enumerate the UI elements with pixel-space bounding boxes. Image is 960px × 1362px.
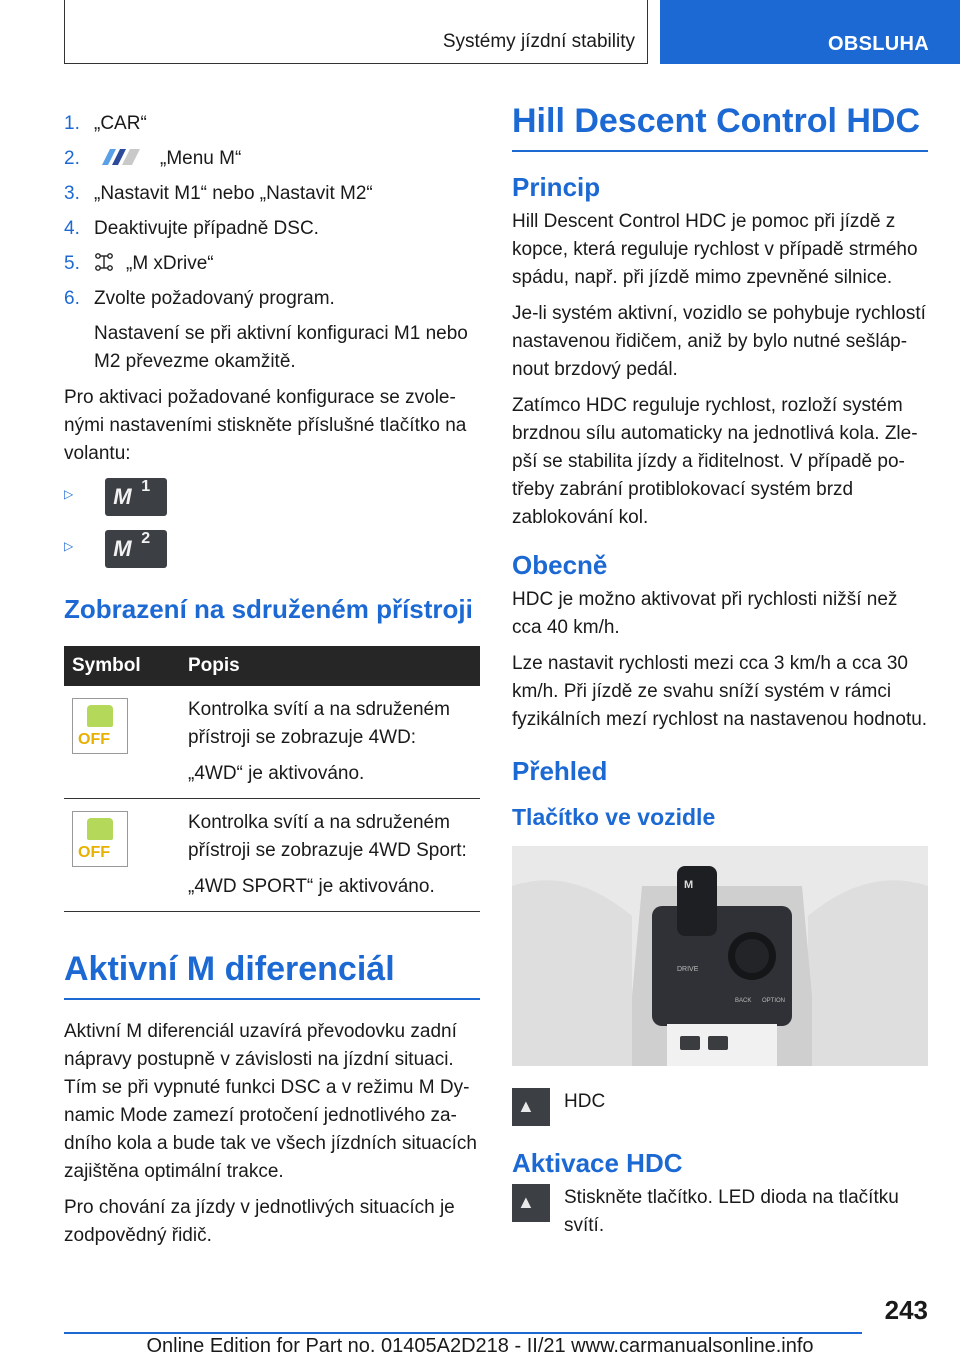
description-text: „4WD SPORT“ je aktivováno. — [188, 876, 435, 897]
step-text: „CAR“ — [94, 113, 147, 134]
step-item — [64, 110, 480, 138]
hdc-icon: ▲ — [512, 1088, 550, 1126]
4wd-indicator-icon — [72, 698, 128, 754]
step-item — [64, 250, 480, 278]
description-text: Kontrolka svítí a na sdruženém přístroji se zobrazuje 4WD: — [188, 699, 450, 748]
step-item — [64, 180, 480, 208]
back-label: BACK — [735, 998, 752, 1004]
step-item — [64, 145, 480, 173]
activation-text: Pro aktivaci požadované konfigurace se zvolenými nastaveními stiskněte příslušné tlačítko na volantu: — [64, 387, 467, 464]
princip-heading: Princip — [512, 172, 601, 202]
page-number: 243 — [884, 1295, 928, 1325]
m-letter: M — [113, 536, 132, 561]
step-text: Zvolte požadovaný program. — [94, 288, 335, 309]
triangle-bullet-icon: ▷ — [64, 487, 74, 501]
button-heading: Tlačítko ve vozidle — [512, 804, 716, 830]
diff-paragraph: Aktivní M diferenciál uzavírá převodovku zadní nápravy postupně v závislosti na jízdní situaci. Tím se při vypnuté funkci DSC a v režimu M Dynamic Mode zamezí protočení jednotlivého zadního kola a bude tak ve všech jízdních situacích zajištěna optimální trakce. — [64, 1021, 477, 1182]
cluster-heading: Zobrazení na sdruženém přístroji — [64, 594, 473, 624]
center-console-photo — [512, 846, 928, 1066]
drive-icon — [94, 252, 114, 272]
m-number: 2 — [141, 530, 151, 547]
drive-label: DRIVE — [677, 966, 699, 973]
description-cell — [180, 686, 480, 799]
aktivace-heading: Aktivace HDC — [512, 1148, 683, 1178]
triangle-bullet-icon: ▷ — [64, 539, 74, 553]
watermark-text: Online Edition for Part no. 01405A2D218 - II/21 www.carmanualsonline.info — [146, 1335, 814, 1357]
obecne-paragraph: Lze nastavit rychlosti mezi cca 3 km/h a cca 30 km/h. Při jízdě ze svahu sníží systém v rámci fyzikálních mezí rychlost na nastavenou hodnotu. — [512, 653, 928, 730]
diff-paragraph: Pro chování za jízdy v jednotlivých situacích je zodpovědný řidič. — [64, 1197, 455, 1246]
gear-selector-label: M — [684, 879, 694, 891]
diff-heading: Aktivní M diferenciál — [64, 948, 480, 1000]
console-illustration — [512, 846, 928, 1066]
step-text-wrap — [94, 145, 480, 173]
step-number: 5. — [64, 253, 80, 274]
steering-button-row — [64, 478, 480, 516]
hdc-heading: Hill Descent Control HDC — [512, 100, 928, 152]
chapter-tab: OBSLUHA — [660, 0, 960, 64]
description-cell — [180, 799, 480, 912]
table-header: Symbol — [64, 646, 180, 686]
4wd-sport-indicator-icon — [72, 811, 128, 867]
description-text: „4WD“ je aktivováno. — [188, 763, 365, 784]
symbol-table — [64, 646, 480, 912]
symbol-cell — [64, 686, 180, 799]
princip-paragraph: Zatímco HDC reguluje rychlost, rozloží systém brzdnou sílu automaticky na jednotlivá kola. Zlepší se stabilita jízdy a řiditelnost. V případě potřeby zabrání protiblokovací systém brzd zablokování kol. — [512, 395, 918, 528]
m2-button-icon — [105, 530, 167, 568]
m1-button-icon — [105, 478, 167, 516]
aktivace-text: Stiskněte tlačítko. LED dioda na tlačítku svítí. — [564, 1187, 899, 1236]
princip-paragraph: Je-li systém aktivní, vozidlo se pohybuje rychlostí nastavenou řidičem, aniž by bylo nutné sešlápnout brzdový pedál. — [512, 303, 926, 380]
obecne-heading: Obecně — [512, 550, 608, 580]
off-label: OFF — [78, 731, 110, 748]
right-column — [512, 100, 928, 1240]
step-number: 6. — [64, 288, 80, 309]
section-title: Systémy jízdní stability — [442, 31, 635, 52]
steering-button-row — [64, 530, 480, 568]
table-row — [64, 686, 480, 799]
m-stripes-icon — [94, 147, 144, 167]
prehled-heading: Přehled — [512, 756, 608, 786]
m-letter: M — [113, 484, 132, 509]
description-text: Kontrolka svítí a na sdruženém přístroji se zobrazuje 4WD Sport: — [188, 812, 467, 861]
princip-paragraph: Hill Descent Control HDC je pomoc při jízdě z kopce, která reguluje rychlost v případě strmého spádu, např. při jízdě mimo zpevněné silnice. — [512, 211, 918, 288]
hdc-icon: ▲ — [512, 1184, 550, 1222]
step-number: 2. — [64, 148, 80, 169]
step-number: 3. — [64, 183, 80, 204]
step-text: „M xDrive“ — [126, 253, 214, 274]
header-box — [64, 0, 648, 64]
step-number: 1. — [64, 113, 80, 134]
step-text-wrap — [94, 250, 480, 278]
step-text: „Nastavit M1“ nebo „Nastavit M2“ — [94, 183, 373, 204]
step-item — [64, 285, 480, 313]
left-column — [64, 110, 480, 1258]
table-row — [64, 799, 480, 912]
hdc-symbol-row — [512, 1088, 928, 1126]
step-note: Nastavení se při aktivní konfiguraci M1 nebo M2 převezme okamžitě. — [94, 323, 468, 372]
option-label: OPTION — [762, 998, 786, 1004]
symbol-cell — [64, 799, 180, 912]
hdc-label: HDC — [564, 1091, 606, 1112]
step-text: Deaktivujte případně DSC. — [94, 218, 319, 239]
step-number: 4. — [64, 218, 80, 239]
table-header: Popis — [180, 646, 480, 686]
aktivace-row — [512, 1184, 928, 1240]
off-label: OFF — [78, 844, 110, 861]
step-text: „Menu M“ — [160, 148, 242, 169]
obecne-paragraph: HDC je možno aktivovat při rychlosti nižší než cca 40 km/h. — [512, 589, 898, 638]
step-item — [64, 215, 480, 243]
m-number: 1 — [141, 478, 151, 495]
